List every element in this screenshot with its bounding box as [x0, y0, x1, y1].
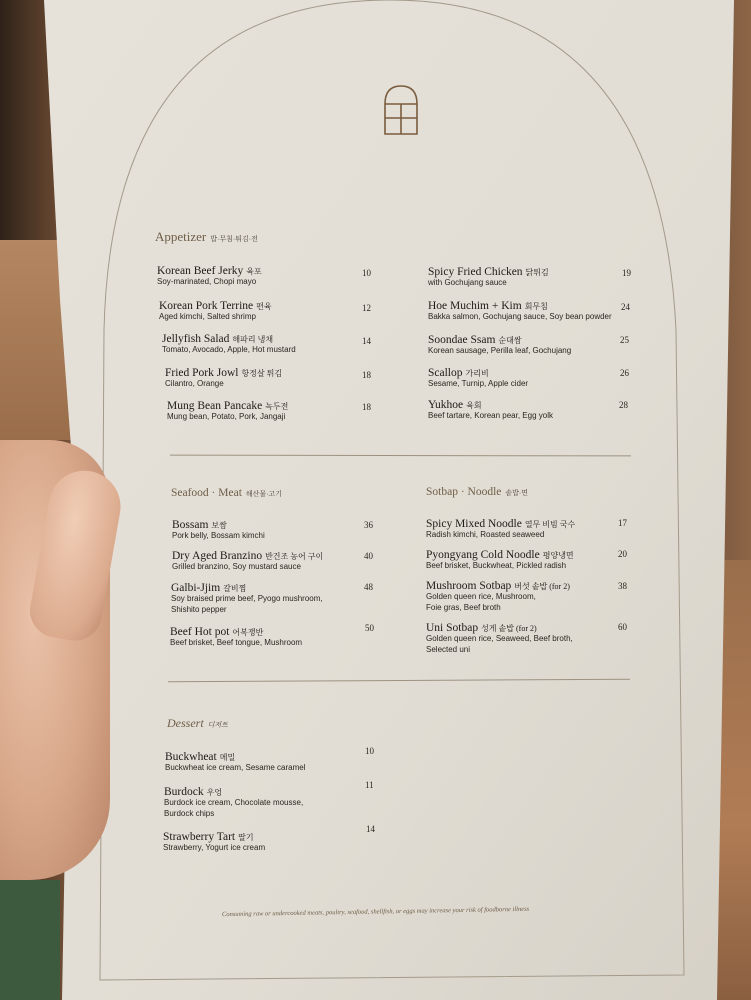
menu-item-price: 48: [364, 582, 373, 592]
menu-item: Spicy Mixed Noodle 열무 비빔 국수 Radish kimchi, Roasted seaweed: [426, 518, 576, 539]
menu-item-price: 10: [362, 268, 371, 278]
menu-item-price: 11: [365, 780, 374, 790]
menu-item: Mung Bean Pancake 녹두전 Mung bean, Potato, Pork, Jangaji: [167, 400, 289, 421]
menu-item-price: 18: [362, 402, 371, 412]
menu-item-price: 14: [362, 336, 371, 346]
menu-item: Galbi-Jjim 갈비찜 Soy braised prime beef, Pyogo mushroom, Shishito pepper: [171, 582, 323, 614]
menu-item: Buckwheat 메밀 Buckwheat ice cream, Sesame caramel: [165, 751, 306, 772]
menu-item: Korean Pork Terrine 편육 Aged kimchi, Salted shrimp: [159, 300, 272, 321]
menu-item-price: 28: [619, 400, 628, 410]
green-sleeve: [0, 880, 60, 1000]
menu-item: Strawberry Tart 딸기 Strawberry, Yogurt ice cream: [163, 831, 266, 852]
foodborne-illness-disclaimer: Consuming raw or undercooked meats, poultry, seafood, shellfish, or eggs may increase your risk of foodborne illness: [221, 905, 530, 919]
menu-item-price: 12: [362, 303, 371, 313]
menu-item-price: 14: [366, 824, 375, 834]
menu-item: Dry Aged Branzino 반건조 농어 구이 Grilled branzino, Soy mustard sauce: [172, 550, 324, 571]
menu-item-price: 18: [362, 370, 371, 380]
section-title-appetizer: Appetizer 밥·무침·튀김·전: [155, 229, 258, 244]
menu-item: Yukhoe 육회 Beef tartare, Korean pear, Egg yolk: [428, 399, 553, 420]
menu-item-price: 26: [620, 368, 629, 378]
menu-item-price: 60: [618, 622, 627, 632]
menu-item: Jellyfish Salad 해파리 냉채 Tomato, Avocado, Apple, Hot mustard: [162, 333, 296, 354]
menu-item: Soondae Ssam 순대쌈 Korean sausage, Perilla leaf, Gochujang: [428, 334, 572, 355]
section-title-sotbap-noodle: Sotbap · Noodle 솥밥·면: [426, 486, 529, 498]
menu-item-price: 20: [618, 549, 627, 559]
menu-item: Beef Hot pot 어복쟁반 Beef brisket, Beef tongue, Mushroom: [170, 626, 303, 647]
menu-item-price: 40: [364, 551, 373, 561]
menu-item: Mushroom Sotbap 버섯 솥밥 (for 2) Golden queen rice, Mushroom, Foie gras, Beef broth: [426, 580, 570, 612]
menu-item-price: 10: [365, 746, 374, 756]
section-title-seafood-meat: Seafood · Meat 해산물·고기: [171, 487, 283, 499]
menu-item-price: 17: [618, 518, 627, 528]
menu-item: Burdock 우엉 Burdock ice cream, Chocolate mousse, Burdock chips: [164, 786, 304, 818]
menu-item-price: 25: [620, 335, 629, 345]
menu-item: Spicy Fried Chicken 닭튀김 with Gochujang sauce: [428, 266, 549, 287]
menu-item-price: 36: [364, 520, 373, 530]
section-title-dessert: Dessert 디저트: [167, 716, 228, 730]
menu-item: Scallop 가리비 Sesame, Turnip, Apple cider: [428, 367, 529, 388]
menu-item: Uni Sotbap 성게 솥밥 (for 2) Golden queen rice, Seaweed, Beef broth, Selected uni: [426, 622, 573, 654]
menu-item-price: 19: [622, 268, 631, 278]
menu-item: Fried Pork Jowl 항정살 튀김 Cilantro, Orange: [165, 367, 283, 388]
menu-item: Bossam 보쌈 Pork belly, Bossam kimchi: [172, 519, 265, 540]
menu-item: Hoe Muchim + Kim 회무침 Bakka salmon, Gochujang sauce, Soy bean powder: [428, 300, 612, 321]
menu-item: Pyongyang Cold Noodle 평양냉면 Beef brisket, Buckwheat, Pickled radish: [426, 549, 574, 570]
menu-item-price: 50: [365, 623, 374, 633]
menu-item-price: 24: [621, 302, 630, 312]
menu-item-price: 38: [618, 581, 627, 591]
menu-item: Korean Beef Jerky 육포 Soy-marinated, Chopi mayo: [157, 265, 262, 286]
